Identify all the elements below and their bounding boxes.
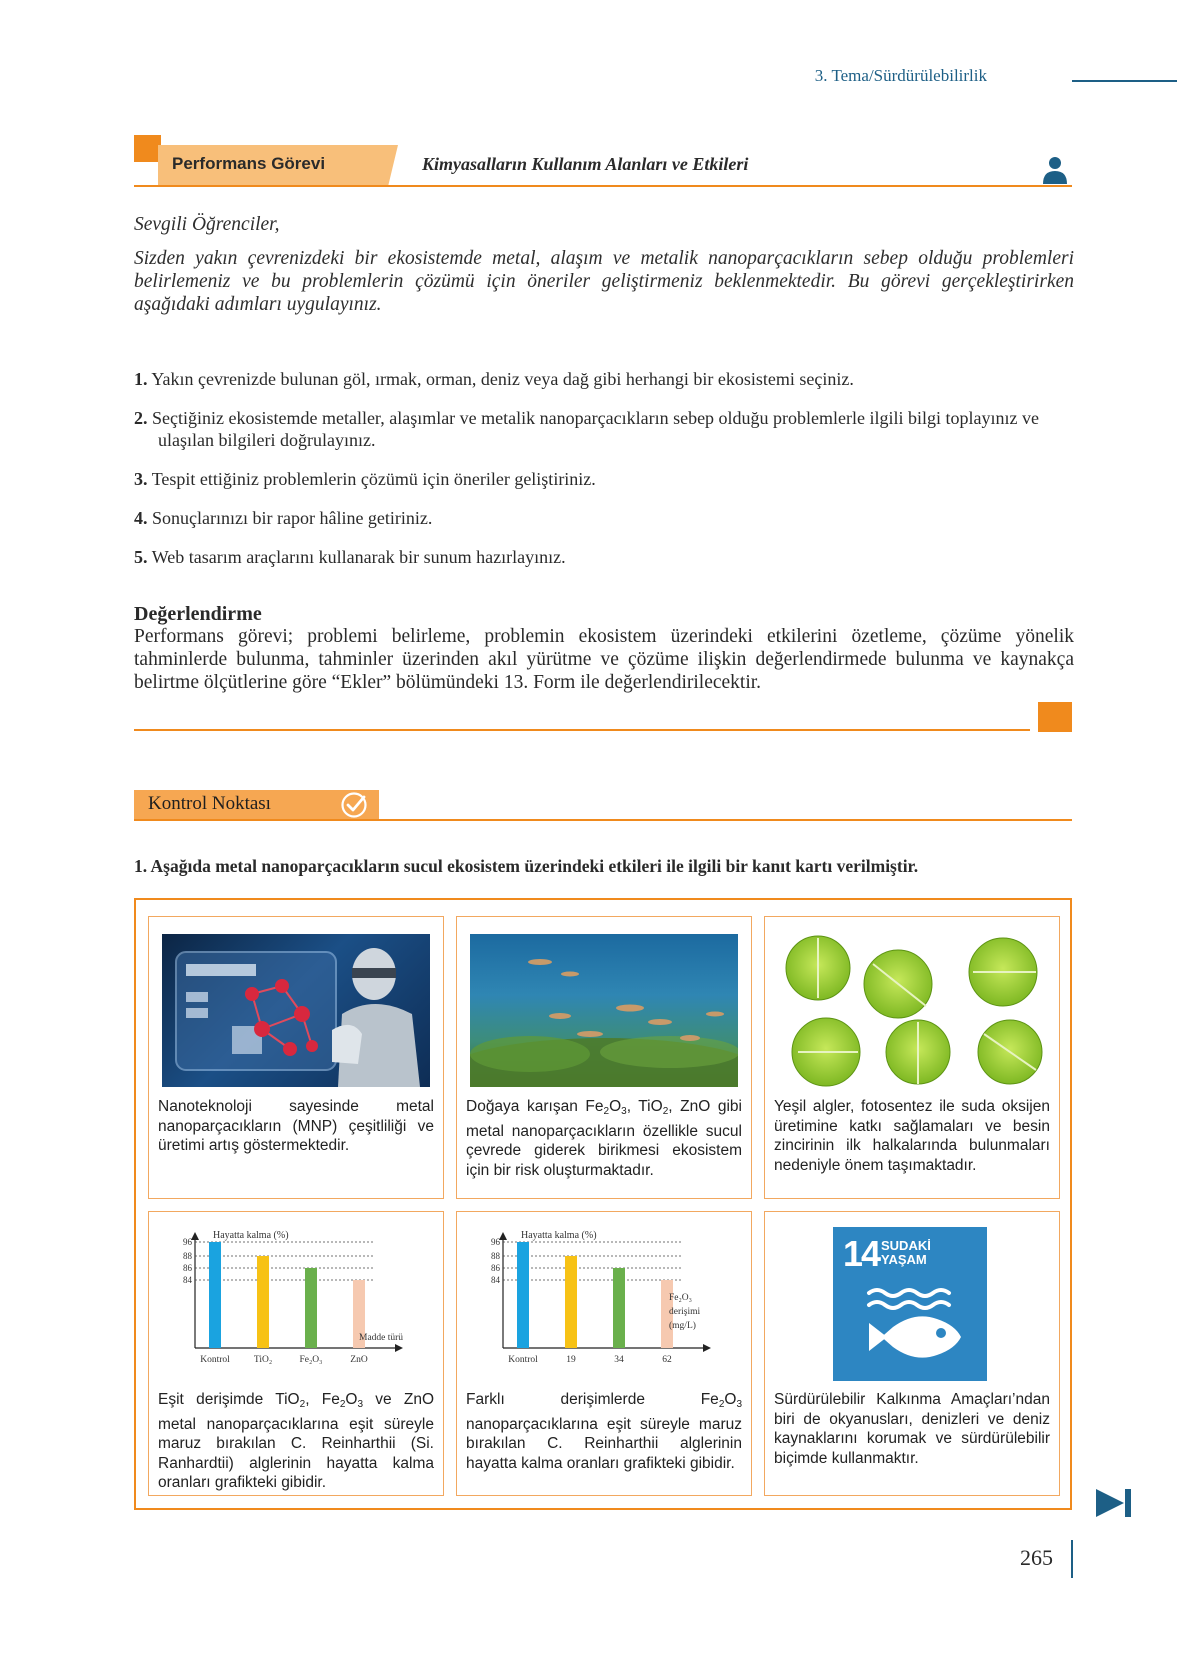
survival-by-concentration-chart: [457, 1218, 751, 1378]
card-text-part: O: [724, 1391, 737, 1408]
x-axis-label: Fe₂O₃: [669, 1293, 692, 1303]
subscript: 2: [662, 1106, 669, 1117]
x-axis-label: derişimi: [669, 1307, 701, 1317]
step-text: Sonuçlarınızı bir rapor hâline getiriniz.: [152, 508, 433, 528]
fish-wave-icon: [833, 1227, 987, 1381]
bar: [613, 1268, 625, 1348]
page-number-rule: [1071, 1540, 1073, 1578]
subscript: 2: [603, 1106, 610, 1117]
bar: [565, 1256, 577, 1348]
checkmark-circle-icon: [340, 791, 368, 819]
card-text: [158, 1390, 434, 1493]
step-number: 3.: [134, 469, 148, 489]
y-axis-arrow: [499, 1232, 507, 1240]
y-axis-label: Hayatta kalma (%): [213, 1230, 289, 1241]
bar: [517, 1242, 529, 1348]
x-tick-label: Fe₂O₃: [299, 1355, 323, 1365]
step-number: 1.: [134, 369, 148, 389]
subscript: 3: [621, 1106, 627, 1117]
bar: [305, 1268, 317, 1348]
subscript: 2: [339, 1399, 346, 1410]
orange-square-marker: [1038, 702, 1072, 732]
sdg-number: 14: [843, 1233, 880, 1274]
step-number: 2.: [134, 408, 148, 428]
checkpoint-label: Kontrol Noktası: [148, 793, 271, 814]
card-text: [466, 1390, 742, 1473]
person-icon: [1042, 156, 1068, 184]
greeting: Sevgili Öğrenciler,: [134, 214, 280, 235]
list-item: [134, 468, 1074, 490]
card-text: [466, 1097, 742, 1180]
sdg-14-logo: [833, 1227, 987, 1381]
card-text-part: nanoparçacıklarına eşit süreyle maruz bırakılan C. Reinharthii alglerinin hayatta kalma oranları grafikteki gibidir.: [466, 1415, 742, 1472]
subscript: 3: [736, 1399, 742, 1410]
card-text: Nanoteknoloji sayesinde metal nanoparçacıkların (MNP) çeşitliliği ve üretimi artış göstermektedir.: [158, 1098, 434, 1154]
x-axis-label: Madde türü: [359, 1333, 404, 1343]
orange-square-marker: [134, 135, 161, 162]
step-number: 4.: [134, 508, 148, 528]
list-item: [134, 407, 1074, 451]
intro-text: Sizden yakın çevrenizdeki bir ekosistemde metal, alaşım ve metalik nanoparçacıkların sebep olduğu problemleri belirlemeniz ve bu problemlerin çözümü için öneriler geliştirmeniz beklenmektedir. Bu görevi gerçekleştirirken aşağıdaki adımları uygulayınız.: [134, 248, 1074, 315]
question-text: 1. Aşağıda metal nanoparçacıkların sucul ekosistem üzerindeki etkileri ile ilgili bir kanıt kartı verilmiştir.: [134, 856, 919, 876]
card-text: Yeşil algler, fotosentez ile suda oksijen üretimine katkı sağlamaları ve besin zincirinin ilk halkalarında bulunmaları nedeniyle önem taşımaktadır.: [774, 1098, 1050, 1174]
card-text-part: O: [609, 1098, 622, 1115]
y-tick-label: 84: [183, 1275, 192, 1285]
step-text: Yakın çevrenizde bulunan göl, ırmak, orman, deniz veya dağ gibi herhangi bir ekosistemi seçiniz.: [151, 369, 854, 389]
step-text: Seçtiğiniz ekosistemde metaller, alaşımlar ve metalik nanoparçacıkların sebep olduğu problemlerle ilgili bilgi toplayınız ve ulaşılan bilgileri doğrulayınız.: [152, 408, 1040, 450]
x-tick-label: 62: [662, 1355, 672, 1365]
evidence-card-sdg: [764, 1211, 1060, 1496]
performance-task-title: Kimyasalların Kullanım Alanları ve Etkileri: [422, 154, 749, 174]
bar: [257, 1256, 269, 1348]
step-text: Web tasarım araçlarını kullanarak bir sunum hazırlayınız.: [151, 547, 566, 567]
green-algae-image: [778, 934, 1046, 1087]
y-tick-label: 86: [491, 1263, 500, 1273]
subscript: 2: [299, 1399, 306, 1410]
y-tick-label: 88: [491, 1251, 500, 1261]
performance-task-label: Performans Görevi: [172, 154, 326, 173]
theme-header: 3. Tema/Sürdürülebilirlik: [814, 66, 987, 85]
evidence-card-algae: [764, 916, 1060, 1199]
fish-illustration: [470, 934, 738, 1087]
y-tick-label: 96: [183, 1237, 192, 1247]
card-text-part: Doğaya karışan Fe: [466, 1098, 604, 1115]
checkpoint-rule: [134, 819, 1072, 821]
evidence-card-nanotech: [148, 916, 444, 1199]
evidence-card-box: [134, 898, 1072, 1510]
card-text-part: Eşit derişimde TiO: [158, 1391, 300, 1408]
card-text-part: , ZnO gibi metal nanoparçacıkların özellikle sucul çevrede giderek birikmesi ekosistem için bir risk oluşturmaktadır.: [466, 1098, 742, 1179]
card-text-part: O: [345, 1391, 358, 1408]
x-tick-label: Kontrol: [200, 1355, 230, 1365]
subscript: 3: [357, 1399, 364, 1410]
x-tick-label: 34: [614, 1355, 624, 1365]
evidence-card-chart-concentration: [456, 1211, 752, 1496]
x-axis-arrow: [703, 1344, 711, 1352]
list-item: [134, 507, 1074, 529]
evaluation-rule: [134, 729, 1030, 731]
x-axis-arrow: [395, 1344, 403, 1352]
list-item: [134, 546, 1074, 568]
x-axis-label: (mg/L): [669, 1321, 696, 1331]
sdg-title-line: YAŞAM: [881, 1252, 927, 1267]
header-rule: [1072, 80, 1177, 82]
x-tick-label: TiO₂: [253, 1355, 273, 1365]
page-number: 265: [1020, 1545, 1053, 1570]
evaluation-title: Değerlendirme: [134, 603, 262, 625]
y-axis-label: Hayatta kalma (%): [521, 1230, 597, 1241]
y-tick-label: 84: [491, 1275, 500, 1285]
robot-molecule-illustration: [162, 934, 430, 1087]
underwater-fish-image: [470, 934, 738, 1087]
evidence-card-pollution: [456, 916, 752, 1199]
x-tick-label: ZnO: [350, 1355, 368, 1365]
evidence-card-chart-substance: [148, 1211, 444, 1496]
step-number: 5.: [134, 547, 148, 567]
y-tick-label: 88: [183, 1251, 192, 1261]
sdg-title-line: SUDAKİ: [881, 1238, 931, 1253]
algae-cells-illustration: [778, 934, 1046, 1087]
next-page-icon[interactable]: [1094, 1487, 1134, 1519]
bar: [209, 1242, 221, 1348]
survival-by-substance-chart: [149, 1218, 443, 1378]
list-item: [134, 368, 1074, 390]
steps-list: [134, 368, 1074, 585]
card-text-part: , Fe: [305, 1391, 340, 1408]
subscript: 2: [718, 1399, 725, 1410]
card-text-part: , TiO: [626, 1098, 663, 1115]
step-text: Tespit ettiğiniz problemlerin çözümü için öneriler geliştiriniz.: [151, 469, 596, 489]
nanotech-image: [162, 934, 430, 1087]
performance-task-rule: [134, 185, 1072, 187]
card-text-part: Farklı derişimlerde Fe: [466, 1391, 719, 1408]
y-tick-label: 96: [491, 1237, 500, 1247]
x-tick-label: 19: [566, 1355, 576, 1365]
card-text-part: ve ZnO metal nanoparçacıklarına eşit süreyle maruz bırakılan C. Reinharthii (Si. Ranhardtii) alglerinin hayatta kalma oranları grafikteki gibidir.: [158, 1391, 434, 1491]
x-tick-label: Kontrol: [508, 1355, 538, 1365]
y-tick-label: 86: [183, 1263, 192, 1273]
card-text: Sürdürülebilir Kalkınma Amaçları’ndan biri de okyanusları, denizleri ve deniz kaynaklarını korumak ve sürdürülebilir biçimde kullanmaktır.: [774, 1391, 1050, 1467]
evaluation-text: Performans görevi; problemi belirleme, problemin ekosistem üzerindeki etkilerini özetleme, çözüme yönelik tahminlerde bulunma, tahminler üzerinden akıl yürütme ve çözüme ilişkin değerlendirmede bulunma ve kaynakça belirtme ölçütlerine göre “Ekler” bölümündeki 13. Form ile değerlendirilecektir.: [134, 626, 1074, 693]
y-axis-arrow: [191, 1232, 199, 1240]
